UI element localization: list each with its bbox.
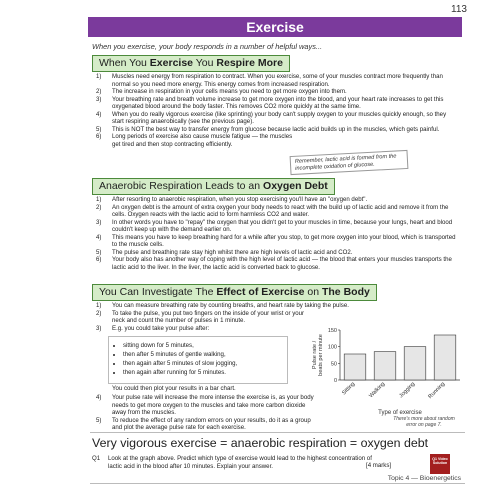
x-tick-label: Sitting [341,381,357,397]
bullet-box [108,336,288,384]
bar [404,347,426,380]
section-2-list [96,196,458,271]
list-item: 3) Your breathing rate and breath volume increase to get more oxygen into the blood, and your heart rate increases to get this oxygenated blood around the body faster. This removes CO2 more quickly at the same time. [96,95,444,110]
list-item: 5) To reduce the effect of any random errors on your results, do it as a group and plot the average pulse rate for each exercise. [96,416,311,431]
section-heading-investigate: You Can Investigate The Effect of Exercise on The Body [92,284,377,301]
section-1-list [96,73,458,148]
bar [434,335,456,380]
list-item: 1) After resorting to anaerobic respiration, when you stop exercising you'll have an "oxygen debt". [96,196,368,203]
x-tick-label: Jogging [398,381,417,400]
y-axis-label: Pulse rate /beats per minute [312,334,324,376]
list-item: • then again after 5 minutes of slow jogging, [123,359,287,368]
summary-title: Very vigorous exercise = anaerobic respiration = oxygen debt [92,436,429,450]
question-text: Look at the graph above. Predict which type of exercise would lead to the highest concentration of lactic acid in the blood after 10 minutes. Explain your answer. [108,455,372,470]
list-item: • then after 5 minutes of gentle walking, [123,350,287,359]
list-item: • then again after running for 5 minutes. [123,368,287,377]
lactic-acid-note: Remember, lactic acid is formed from the incomplete oxidation of glucose. [290,150,409,175]
y-tick-label: 0 [333,378,337,384]
x-tick-label: Running [427,381,447,401]
list-item: 5) The pulse and breathing rate stay high whilst there are high levels of lactic acid and CO2. [96,248,353,256]
page-number: 113 [451,4,467,15]
bullet-list [109,341,287,377]
list-item: 2) To take the pulse, you put two fingers on the inside of your wrist or your neck and count the number of pulses in 1 minute. [96,309,305,324]
list-item: 1) You can measure breathing rate by counting breaths, and heart rate by taking the pulse. [96,302,349,309]
y-tick-label: 100 [327,344,337,351]
pulse-rate-bar-chart [296,324,464,416]
x-tick-label: Walking [368,381,387,400]
list-item: 4) Your pulse rate will increase the more intense the exercise is, as your body needs to get more oxygen to the muscles and take more carbon dioxide away from the muscles. [96,394,314,416]
list-item: 6) Long periods of exercise also cause muscle fatigue — the muscles get tired and then stop contracting efficiently. [96,133,293,148]
section-heading-oxygen-debt: Anaerobic Respiration Leads to an Oxygen Debt [92,178,335,195]
bar [344,354,366,380]
list-item: • sitting down for 5 minutes, [123,341,287,350]
list-item: 6) Your body also has another way of coping with the high level of lactic acid — the blood that enters your muscles transports the lactic acid to the liver. In the liver, the lactic acid is converted back to glucose. [96,256,452,271]
y-tick-label: 150 [327,328,337,334]
list-item: 1) Muscles need energy from respiration to contract. When you exercise, some of your muscles contract more frequently than normal so you need more energy. This energy comes from increased respiration. [96,73,443,88]
random-error-note: There's more about random error on page 7. [393,416,455,428]
video-solution-logo[interactable]: Q1 Video Solution [430,454,450,474]
list-item: 4) When you do really vigorous exercise (like sprinting) your body can't supply oxygen to your muscles quickly enough, so they start respiring anaerobically (see the previous page). [96,110,447,125]
marks-label: [4 marks] [366,462,392,469]
section-3-list-continued [96,394,316,432]
bar [374,352,396,380]
y-tick-label: 50 [330,361,337,368]
x-axis-label: Type of exercise [378,410,422,416]
question-number: Q1 [92,455,101,462]
intro-text: When you exercise, your body responds in a number of helpful ways... [92,42,323,51]
page-title: Exercise [88,17,462,37]
list-item: 5) This is NOT the best way to transfer energy from glucose because lactic acid builds up in the muscles, which gets painful. [96,125,440,133]
list-item: 4) This means you have to keep breathing hard for a while after you stop, to get more oxygen into your blood, which is transported to the muscle cells. [96,233,456,248]
footer: Topic 4 — Bioenergetics [387,475,461,482]
plot-instruction: You could then plot your results in a bar chart. [112,385,236,392]
list-item: 2) The increase in respiration in your cells means you need to get more oxygen into them. [96,88,347,95]
list-item: 3) E.g. you could take your pulse after: [96,324,210,332]
list-item: 2) An oxygen debt is the amount of extra oxygen your body needs to react with the build up of lactic acid and remove it from the cells. Oxygen reacts with the lactic acid to form harmless CO2 and water. [96,203,449,218]
section-heading-respire-more: When You Exercise You Respire More [92,55,290,72]
list-item: 3) In other words you have to "repay" the oxygen that you didn't get to your muscles in time, because your lungs, heart and blood couldn't keep up with the demand earlier on. [96,218,453,233]
